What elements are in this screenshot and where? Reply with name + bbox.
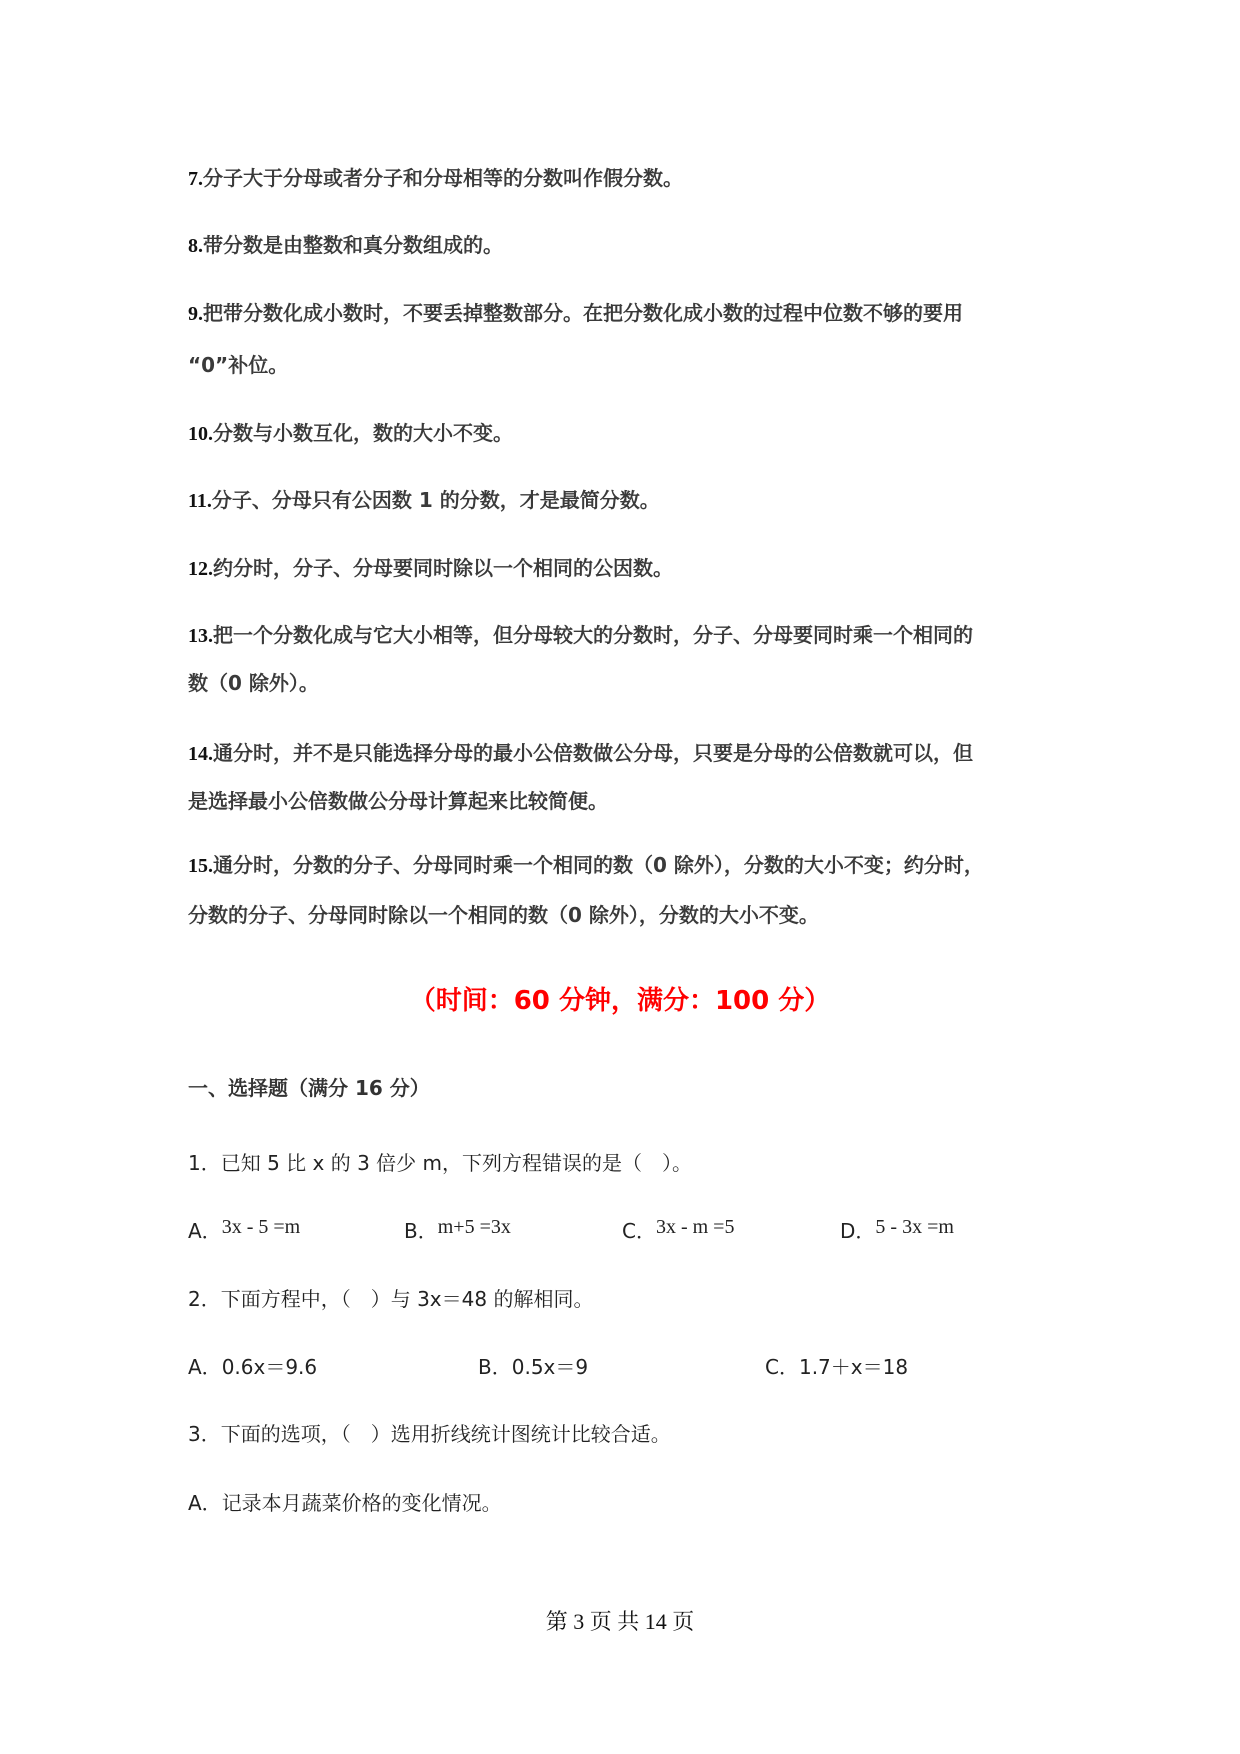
knowledge-point-10 <box>188 417 513 446</box>
knowledge-point-9 <box>188 297 963 326</box>
question-2-stem: 2．下面方程中，（ ）与 3x＝48 的解相同。 <box>188 1287 594 1311</box>
knowledge-point-7 <box>188 162 683 191</box>
knowledge-point-15 <box>188 849 984 878</box>
item-text: 把带分数化成小数时，不要丢掉整数部分。在把分数化成小数的过程中位数不够的要用 <box>203 301 963 325</box>
item-text: “0”补位。 <box>188 353 289 377</box>
option-label: B． <box>404 1219 438 1243</box>
option-text: 0.5x＝9 <box>511 1355 589 1379</box>
option-label: A． <box>188 1219 222 1243</box>
item-text: 通分时，并不是只能选择分母的最小公倍数做公分母，只要是分母的公倍数就可以，但 <box>213 741 973 765</box>
knowledge-point-13 <box>188 619 973 648</box>
knowledge-point-11 <box>188 484 660 513</box>
question-3-option-a[interactable] <box>188 1487 502 1516</box>
question-1-option-c[interactable] <box>622 1215 734 1244</box>
knowledge-point-13-continued <box>188 667 319 696</box>
knowledge-point-14 <box>188 737 973 766</box>
option-text: 1.7＋x＝18 <box>798 1355 909 1379</box>
item-text: 带分数是由整数和真分数组成的。 <box>203 233 503 257</box>
item-number: 13. <box>188 625 213 647</box>
option-label: A． <box>188 1355 222 1379</box>
knowledge-point-8 <box>188 229 503 258</box>
option-label: C． <box>765 1355 799 1379</box>
item-number: 15. <box>188 855 213 877</box>
item-text: 数（0 除外）。 <box>188 671 319 695</box>
option-math: m+5 =3x <box>437 1216 511 1238</box>
option-label: B． <box>478 1355 512 1379</box>
option-math: 3x - m =5 <box>655 1216 735 1238</box>
item-text: 约分时，分子、分母要同时除以一个相同的公因数。 <box>213 556 673 580</box>
option-text: 记录本月蔬菜价格的变化情况。 <box>221 1491 502 1515</box>
option-label: A． <box>188 1491 222 1515</box>
item-text: 分数的分子、分母同时除以一个相同的数（0 除外），分数的大小不变。 <box>188 903 819 927</box>
item-number: 10. <box>188 423 213 445</box>
item-number: 7. <box>188 168 203 190</box>
knowledge-point-15-continued <box>188 899 819 928</box>
section-heading: 一、选择题（满分 16 分） <box>188 1076 430 1100</box>
knowledge-point-14-continued <box>188 785 608 814</box>
option-label: C． <box>622 1219 656 1243</box>
item-number: 12. <box>188 558 213 580</box>
option-label: D． <box>840 1219 876 1243</box>
item-text: 是选择最小公倍数做公分母计算起来比较简便。 <box>188 789 608 813</box>
item-number: 9. <box>188 303 203 325</box>
question-3-stem: 3．下面的选项，（ ）选用折线统计图统计比较合适。 <box>188 1422 671 1446</box>
option-text: 0.6x＝9.6 <box>221 1355 318 1379</box>
question-2-option-a[interactable] <box>188 1351 317 1380</box>
question-1-stem: 1．已知 5 比 x 的 3 倍少 m，下列方程错误的是（ ）。 <box>188 1151 692 1175</box>
question-1-option-a[interactable] <box>188 1215 300 1244</box>
item-text: 分子、分母只有公因数 1 的分数，才是最简分数。 <box>211 488 660 512</box>
page-number-footer: 第 3 页 共 14 页 <box>545 1609 695 1634</box>
item-text: 把一个分数化成与它大小相等，但分母较大的分数时，分子、分母要同时乘一个相同的 <box>213 623 973 647</box>
option-math: 5 - 3x =m <box>875 1216 954 1238</box>
item-text: 分数与小数互化，数的大小不变。 <box>213 421 513 445</box>
item-text: 分子大于分母或者分子和分母相等的分数叫作假分数。 <box>203 166 683 190</box>
item-number: 8. <box>188 235 203 257</box>
question-1-option-d[interactable] <box>840 1215 954 1244</box>
item-number: 14. <box>188 743 213 765</box>
knowledge-point-12 <box>188 552 673 581</box>
item-text: 通分时，分数的分子、分母同时乘一个相同的数（0 除外），分数的大小不变；约分时， <box>213 853 984 877</box>
question-1-option-b[interactable] <box>404 1215 511 1244</box>
knowledge-point-9-continued <box>188 349 288 378</box>
question-2-option-c[interactable] <box>765 1351 908 1380</box>
question-2-option-b[interactable] <box>478 1351 588 1380</box>
option-math: 3x - 5 =m <box>221 1216 301 1238</box>
item-number: 11. <box>188 490 212 512</box>
exam-time-score-title: （时间：60 分钟，满分：100 分） <box>409 986 831 1016</box>
